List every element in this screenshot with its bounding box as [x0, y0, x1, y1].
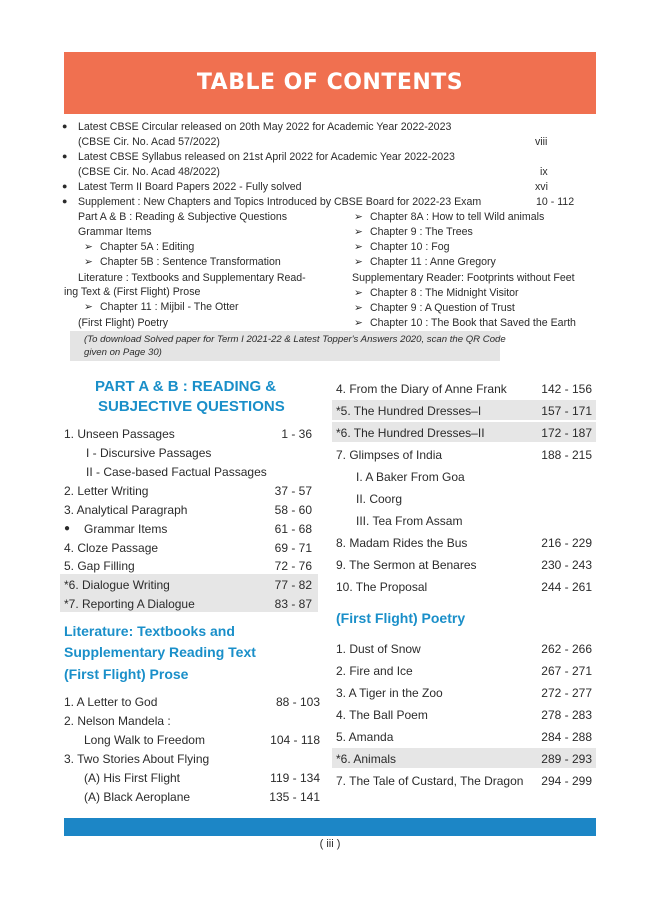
- bullet-icon: ●: [62, 196, 68, 206]
- toc-entry-page: viii: [535, 136, 548, 148]
- supplement-item: ➢ Chapter 10 : Fog: [354, 241, 450, 253]
- toc-row: 3. Two Stories About Flying: [64, 752, 210, 766]
- toc-entry-page: ix: [540, 166, 548, 178]
- toc-row: I - Discursive Passages: [86, 446, 212, 460]
- bullet-icon: ●: [62, 121, 68, 131]
- toc-row: 2. Fire and Ice: [336, 664, 413, 678]
- supplement-item: ➢ Chapter 9 : The Trees: [354, 226, 473, 238]
- arrow-icon: ➢: [354, 226, 363, 238]
- toc-row-pages: 58 - 60: [274, 503, 312, 517]
- toc-row-pages: 172 - 187: [541, 426, 592, 440]
- arrow-icon: ➢: [84, 241, 93, 253]
- arrow-icon: ➢: [84, 301, 93, 313]
- toc-row-pages: 83 - 87: [274, 597, 312, 611]
- toc-row-pages: 188 - 215: [541, 448, 592, 462]
- toc-row-pages: 37 - 57: [274, 484, 312, 498]
- supplement-item: ➢ Chapter 10 : The Book that Saved the Earth: [354, 317, 576, 329]
- toc-row: (A) Black Aeroplane: [84, 790, 191, 804]
- toc-row-pages: 69 - 71: [274, 541, 312, 555]
- toc-row: 5. Amanda: [336, 730, 394, 744]
- arrow-icon: ➢: [354, 241, 363, 253]
- toc-row: III. Tea From Assam: [356, 514, 463, 528]
- toc-row-pages: 135 - 141: [269, 790, 320, 804]
- toc-row-pages: 294 - 299: [541, 774, 592, 788]
- toc-row-pages: 72 - 76: [274, 559, 312, 573]
- supplement-item: ➢ Chapter 11 : Anne Gregory: [354, 256, 496, 268]
- section-heading: PART A & B : READING &: [95, 378, 277, 395]
- supplement-item: ➢ Chapter 8A : How to tell Wild animals: [354, 211, 545, 223]
- section-heading: Supplementary Reading Text: [64, 644, 256, 660]
- supplement-literature: Literature : Textbooks and Supplementary Read-: [78, 272, 306, 284]
- supplement-literature: ing Text & (First Flight) Prose: [64, 286, 201, 298]
- page-number: ( iii ): [319, 838, 341, 850]
- toc-row: 9. The Sermon at Benares: [336, 558, 477, 572]
- supplement-item: ➢ Chapter 8 : The Midnight Visitor: [354, 287, 519, 299]
- toc-row: 10. The Proposal: [336, 580, 428, 594]
- toc-row-pages: 244 - 261: [541, 580, 592, 594]
- toc-row: II. Coorg: [356, 492, 403, 506]
- arrow-icon: ➢: [354, 302, 363, 314]
- toc-entry-circular-ref: (CBSE Cir. No. Acad 57/2022): [78, 136, 220, 148]
- footer-bar: [64, 818, 596, 836]
- toc-row-pages: 77 - 82: [274, 578, 312, 592]
- toc-row: 4. Cloze Passage: [64, 541, 159, 555]
- toc-row-pages: 230 - 243: [541, 558, 592, 572]
- bullet-icon: ●: [62, 181, 68, 191]
- toc-row: *6. The Hundred Dresses–II: [336, 426, 485, 440]
- supplement-grammar: Grammar Items: [78, 226, 152, 238]
- toc-row: 1. Dust of Snow: [336, 642, 421, 656]
- toc-entry-page: 10 - 112: [536, 196, 575, 208]
- toc-row-pages: 119 - 134: [270, 771, 320, 785]
- toc-row: *6. Animals: [336, 752, 397, 766]
- supplement-item: ➢ Chapter 11 : Mijbil - The Otter: [84, 301, 239, 313]
- toc-row-pages: 284 - 288: [541, 730, 592, 744]
- toc-row-pages: 88 - 103: [275, 695, 320, 709]
- toc-entry-supplement: Supplement : New Chapters and Topics Introduced by CBSE Board for 2022-23 Exam: [78, 196, 482, 208]
- arrow-icon: ➢: [84, 256, 93, 268]
- arrow-icon: ➢: [354, 317, 363, 329]
- section-heading: SUBJECTIVE QUESTIONS: [98, 398, 285, 415]
- supplement-item: ➢ Chapter 5A : Editing: [84, 241, 195, 253]
- toc-row: *5. The Hundred Dresses–I: [336, 404, 482, 418]
- toc-row: Long Walk to Freedom: [84, 733, 205, 747]
- section-heading: Literature: Textbooks and: [64, 623, 235, 639]
- toc-row-pages: 272 - 277: [541, 686, 592, 700]
- toc-row: 2. Letter Writing: [64, 484, 149, 498]
- toc-row-pages: 278 - 283: [541, 708, 592, 722]
- toc-row-pages: 157 - 171: [541, 404, 592, 418]
- toc-row-pages: 1 - 36: [281, 427, 312, 441]
- toc-row: 3. Analytical Paragraph: [64, 503, 188, 517]
- bullet-icon: ●: [64, 523, 71, 534]
- arrow-icon: ➢: [354, 211, 363, 223]
- supplement-reader-heading: Supplementary Reader: Footprints without Feet: [352, 272, 575, 284]
- section-heading: (First Flight) Poetry: [336, 610, 466, 626]
- toc-row: 5. Gap Filling: [64, 559, 135, 573]
- toc-row: *7. Reporting A Dialogue: [64, 597, 195, 611]
- toc-row: 1. Unseen Passages: [64, 427, 175, 441]
- toc-row: 4. From the Diary of Anne Frank: [336, 382, 507, 396]
- toc-row-pages: 216 - 229: [541, 536, 592, 550]
- supplement-item: ➢ Chapter 5B : Sentence Transformation: [84, 256, 281, 268]
- qr-note: (To download Solved paper for Term I 2021-22 & Latest Topper's Answers 2020, scan the QR Code: [84, 334, 506, 345]
- toc-row-pages: 267 - 271: [541, 664, 592, 678]
- toc-row: 3. A Tiger in the Zoo: [336, 686, 443, 700]
- toc-row-pages: 142 - 156: [541, 382, 592, 396]
- toc-entry-board-papers: Latest Term II Board Papers 2022 - Fully solved: [78, 181, 302, 193]
- toc-row: I. A Baker From Goa: [356, 470, 465, 484]
- toc-entry-syllabus-ref: (CBSE Cir. No. Acad 48/2022): [78, 166, 220, 178]
- toc-row: *6. Dialogue Writing: [64, 578, 170, 592]
- toc-row-pages: 289 - 293: [541, 752, 592, 766]
- toc-row: 4. The Ball Poem: [336, 708, 428, 722]
- title-banner: TABLE OF CONTENTS: [64, 52, 596, 114]
- toc-row-pages: 104 - 118: [270, 733, 320, 747]
- toc-row: 7. Glimpses of India: [336, 448, 443, 462]
- toc-row: 2. Nelson Mandela :: [64, 714, 171, 728]
- toc-row: (A) His First Flight: [84, 771, 180, 785]
- toc-entry-page: xvi: [535, 181, 548, 193]
- arrow-icon: ➢: [354, 287, 363, 299]
- toc-row-pages: 262 - 266: [541, 642, 592, 656]
- toc-entry-circular: Latest CBSE Circular released on 20th May 2022 for Academic Year 2022-2023: [78, 121, 452, 133]
- supplement-part-ab: Part A & B : Reading & Subjective Questions: [78, 211, 288, 223]
- supplement-poetry: (First Flight) Poetry: [78, 317, 169, 329]
- toc-row-pages: 61 - 68: [274, 522, 312, 536]
- toc-row: II - Case-based Factual Passages: [86, 465, 267, 479]
- section-heading: (First Flight) Prose: [64, 666, 189, 682]
- toc-row: 7. The Tale of Custard, The Dragon: [336, 774, 524, 788]
- qr-note: given on Page 30): [84, 347, 162, 358]
- toc-row: 1. A Letter to God: [64, 695, 158, 709]
- toc-row: Grammar Items: [84, 522, 168, 536]
- toc-row: 8. Madam Rides the Bus: [336, 536, 468, 550]
- arrow-icon: ➢: [354, 256, 363, 268]
- bullet-icon: ●: [62, 151, 68, 161]
- toc-entry-syllabus: Latest CBSE Syllabus released on 21st April 2022 for Academic Year 2022-2023: [78, 151, 455, 163]
- supplement-item: ➢ Chapter 9 : A Question of Trust: [354, 302, 515, 314]
